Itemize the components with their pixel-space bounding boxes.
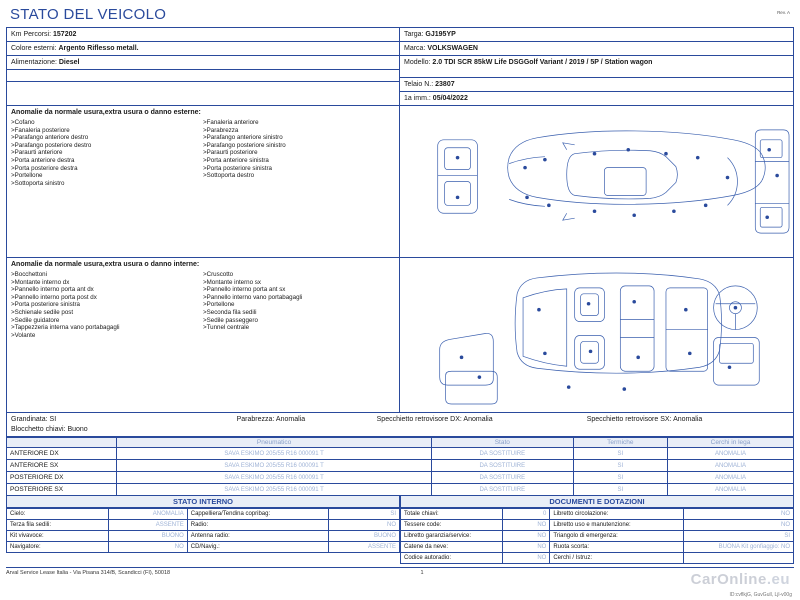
list-item: > Seconda fila sedili	[203, 309, 395, 317]
field-marca	[400, 42, 793, 56]
interior-value: NO	[329, 520, 400, 531]
tyre-stato: DA SOSTITUIRE	[431, 472, 573, 484]
list-item: > Cruscotto	[203, 271, 395, 279]
document-key: Codice autoradio:	[401, 553, 503, 564]
interior-value: ASSENTE	[329, 542, 400, 553]
field-modello-value: 2.0 TDI SCR 85kW Life DSGGolf Variant / 2019 / 5P / Station wagon	[432, 59, 653, 66]
list-item: > Parafango anteriore sinistro	[203, 134, 395, 142]
document-key: Catene da neve:	[401, 542, 503, 553]
interior-value: SI	[329, 509, 400, 520]
tyre-cerchi: ANOMALIA	[668, 460, 794, 472]
document-value: NO	[683, 509, 793, 520]
field-km	[7, 28, 399, 42]
external-anomalies-col1	[11, 119, 203, 187]
field-alimentazione-label: Alimentazione:	[11, 59, 57, 66]
tyres-table	[6, 437, 794, 496]
internal-anomalies-title: Anomalie da normale usura,extra usura o danno interne:	[11, 261, 200, 268]
list-item: > Porta anteriore sinistra	[203, 157, 395, 165]
list-item: > Fanaleria anteriore	[203, 119, 395, 127]
tyre-cerchi: ANOMALIA	[668, 484, 794, 496]
table-row	[7, 520, 400, 531]
list-item: > Portellone	[203, 301, 395, 309]
field-alimentazione	[7, 56, 399, 70]
table-header-row	[7, 438, 794, 448]
table-row	[7, 460, 794, 472]
tyre-stato: DA SOSTITUIRE	[431, 460, 573, 472]
documents-section-title: DOCUMENTI E DOTAZIONI	[400, 496, 794, 508]
note-grandinata-value: SI	[49, 416, 57, 423]
document-id: ID:cvflkjG, GuvGull, Ljl-v00g	[729, 592, 792, 598]
revision-label: Rev. A	[777, 10, 790, 15]
page-title: STATO DEL VEICOLO	[10, 6, 167, 23]
tyre-termiche: SI	[573, 460, 667, 472]
table-row	[7, 509, 400, 520]
list-item: > Bocchettoni	[11, 271, 203, 279]
document-value-secondary: NO	[781, 544, 790, 550]
documents-section	[400, 496, 794, 564]
interior-key: CD/Navig.:	[187, 542, 328, 553]
list-item: > Pannello interno porta ant dx	[11, 286, 203, 294]
list-item: > Porta posteriore sinistra	[11, 301, 203, 309]
interior-section-title: STATO INTERNO	[6, 496, 400, 508]
external-anomalies-block	[6, 106, 794, 258]
note-blocchetto-chiavi	[11, 425, 789, 435]
tyres-col-blank	[7, 438, 117, 448]
internal-anomalies-block	[6, 258, 794, 413]
list-item: > Montante interno sx	[203, 279, 395, 287]
field-modello-label: Modello:	[404, 59, 431, 66]
list-item: > Tunnel centrale	[203, 324, 395, 332]
document-key: Libretto garanzia/service:	[401, 531, 503, 542]
vehicle-info-grid	[6, 28, 794, 106]
tyre-cerchi: ANOMALIA	[668, 472, 794, 484]
table-row	[7, 472, 794, 484]
tyre-spec: SAVA ESKIMO 205/55 R16 000091 T	[117, 472, 432, 484]
tyre-termiche: SI	[573, 472, 667, 484]
list-item: > Pannello interno vano portabagagli	[203, 294, 395, 302]
external-anomalies-list	[7, 106, 400, 257]
document-value: NO	[683, 520, 793, 531]
list-item: > Sottoporta sinistro	[11, 180, 203, 188]
watermark-suffix: .eu	[766, 571, 790, 588]
tyres-col-stato: Stato	[431, 438, 573, 448]
field-targa-value: GJ195YP	[425, 31, 456, 38]
list-item: > Parabrezza	[203, 127, 395, 135]
note-specchietto-sx	[587, 415, 789, 425]
document-value: 0	[503, 509, 550, 520]
list-item: > Schienale sedile post	[11, 309, 203, 317]
page-number: 1	[420, 570, 424, 576]
list-item: > Parafango posteriore destro	[11, 142, 203, 150]
document-key: Totale chiavi:	[401, 509, 503, 520]
field-marca-label: Marca:	[404, 45, 426, 52]
note-parabrezza-value: Anomalia	[275, 416, 306, 423]
interior-table	[6, 508, 400, 553]
internal-anomalies-col2	[203, 271, 395, 339]
document-value: NO	[503, 520, 550, 531]
list-item: > Parafango posteriore sinistro	[203, 142, 395, 150]
table-row	[7, 542, 400, 553]
document-key: Cerchi / Istruz:	[550, 553, 684, 564]
field-km-label: Km Percorsi:	[11, 31, 52, 38]
interior-value: ANOMALIA	[109, 509, 188, 520]
external-vehicle-diagram	[400, 106, 793, 257]
vehicle-info-left	[7, 28, 400, 105]
interior-value: BUONO	[329, 531, 400, 542]
interior-key: Navigatore:	[7, 542, 109, 553]
table-row	[401, 509, 794, 520]
list-item: > Volante	[11, 332, 203, 340]
tyre-spec: SAVA ESKIMO 205/55 R16 000091 T	[117, 484, 432, 496]
footer-company: Arval Service Lease Italia - Via Pisana 314/B, Scandicci (FI), 50018	[6, 570, 171, 576]
internal-anomalies-list	[7, 258, 400, 412]
table-row	[401, 542, 794, 553]
tyre-position: ANTERIORE DX	[7, 448, 117, 460]
list-item: > Porta anteriore destra	[11, 157, 203, 165]
tyre-position: POSTERIORE SX	[7, 484, 117, 496]
table-row	[7, 484, 794, 496]
interior-key: Cappelliera/Tendina copribag:	[187, 509, 328, 520]
internal-anomalies-col1	[11, 271, 203, 339]
interior-key: Kit vivavoce:	[7, 531, 109, 542]
document-key: Libretto circolazione:	[550, 509, 684, 520]
table-row	[401, 520, 794, 531]
interior-section	[6, 496, 400, 564]
interior-value: ASSENTE	[109, 520, 188, 531]
note-parabrezza-label: Parabrezza:	[236, 416, 275, 423]
table-row	[7, 531, 400, 542]
table-row	[7, 448, 794, 460]
note-specchietto-sx-label: Specchietto retrovisore SX:	[586, 416, 672, 423]
field-telaio-label: Telaio N.:	[404, 81, 434, 88]
tyres-col-cerchi: Cerchi in lega	[668, 438, 794, 448]
document-key: Tessere code:	[401, 520, 503, 531]
interior-key: Cielo:	[7, 509, 109, 520]
field-modello	[400, 56, 793, 78]
note-grandinata-label: Grandinata:	[11, 416, 48, 423]
field-telaio	[400, 78, 793, 92]
tyres-col-pneumatico: Pneumatico	[117, 438, 432, 448]
tyre-stato: DA SOSTITUIRE	[431, 448, 573, 460]
spacer-row-2	[7, 82, 399, 93]
table-row	[401, 531, 794, 542]
field-prima-immatricolazione-value: 05/04/2022	[432, 95, 468, 102]
document-value: NO	[503, 531, 550, 542]
tyre-spec: SAVA ESKIMO 205/55 R16 000091 T	[117, 460, 432, 472]
document-key: Ruota scorta:	[550, 542, 684, 553]
list-item: > Parafango anteriore destro	[11, 134, 203, 142]
note-specchietto-dx-label: Specchietto retrovisore DX:	[376, 416, 462, 423]
summary-notes	[6, 413, 794, 437]
document-key-secondary: Kit gonfiaggio:	[741, 544, 780, 550]
watermark-text: CarOnline	[690, 571, 767, 588]
tyre-position: POSTERIORE DX	[7, 472, 117, 484]
field-prima-immatricolazione	[400, 92, 793, 105]
tyre-termiche: SI	[573, 448, 667, 460]
list-item: > Pannello interno porta ant sx	[203, 286, 395, 294]
tyre-position: ANTERIORE SX	[7, 460, 117, 472]
field-prima-immatricolazione-label: 1a imm.:	[404, 95, 431, 102]
list-item: > Paraurti anteriore	[11, 149, 203, 157]
list-item: > Sedile passeggero	[203, 317, 395, 325]
external-anomalies-col2	[203, 119, 395, 187]
list-item: > Portellone	[11, 172, 203, 180]
document-value: NO	[503, 553, 550, 564]
field-colore-label: Colore esterni:	[11, 45, 57, 52]
field-colore	[7, 42, 399, 56]
field-targa-label: Targa:	[404, 31, 424, 38]
tyre-cerchi: ANOMALIA	[668, 448, 794, 460]
list-item: > Sottoporta destro	[203, 172, 395, 180]
note-grandinata	[11, 415, 237, 425]
document-value	[683, 553, 793, 564]
field-telaio-value: 23807	[435, 81, 455, 88]
tyres-col-termiche: Termiche	[573, 438, 667, 448]
list-item: > Fanaleria posteriore	[11, 127, 203, 135]
interior-value: BUONO	[109, 531, 188, 542]
internal-vehicle-diagram	[400, 258, 793, 412]
list-item: > Tappezzeria interna vano portabagagli	[11, 324, 203, 332]
note-blocchetto-chiavi-label: Blocchetto chiavi:	[11, 425, 66, 433]
document-value: SI	[683, 531, 793, 542]
note-specchietto-sx-value: Anomalia	[673, 416, 703, 423]
field-marca-value: VOLKSWAGEN	[427, 45, 478, 52]
list-item: > Cofano	[11, 119, 203, 127]
bottom-sections	[6, 496, 794, 564]
list-item: > Porta posteriore sinistra	[203, 165, 395, 173]
spacer-row-1	[7, 70, 399, 82]
field-colore-value: Argento Riflesso metall.	[58, 45, 139, 52]
tyre-stato: DA SOSTITUIRE	[431, 484, 573, 496]
document-value: NO	[503, 542, 550, 553]
tyre-termiche: SI	[573, 484, 667, 496]
interior-value: NO	[109, 542, 188, 553]
vehicle-info-right	[400, 28, 793, 105]
table-row	[401, 553, 794, 564]
document-value: BUONA	[718, 544, 740, 550]
note-parabrezza	[237, 415, 377, 425]
list-item: > Paraurti posteriore	[203, 149, 395, 157]
interior-key: Terza fila sedili:	[7, 520, 109, 531]
field-alimentazione-value: Diesel	[58, 59, 80, 66]
document-key: Triangolo di emergenza:	[550, 531, 684, 542]
note-blocchetto-chiavi-value: Buono	[67, 425, 88, 433]
note-specchietto-dx-value: Anomalia	[463, 416, 493, 423]
document-key: Libretto uso e manutenzione:	[550, 520, 684, 531]
external-anomalies-title: Anomalie da normale usura,extra usura o danno esterne:	[11, 109, 201, 116]
footer	[6, 567, 794, 576]
list-item: > Sedile guidatore	[11, 317, 203, 325]
documents-table	[400, 508, 794, 564]
tyre-spec: SAVA ESKIMO 205/55 R16 000091 T	[117, 448, 432, 460]
list-item: > Montante interno dx	[11, 279, 203, 287]
interior-key: Antenna radio:	[187, 531, 328, 542]
interior-key: Radio:	[187, 520, 328, 531]
field-km-value: 157202	[53, 31, 77, 38]
field-targa	[400, 28, 793, 42]
list-item: > Pannello interno porta post dx	[11, 294, 203, 302]
list-item: > Porta posteriore destra	[11, 165, 203, 173]
note-specchietto-dx	[377, 415, 587, 425]
